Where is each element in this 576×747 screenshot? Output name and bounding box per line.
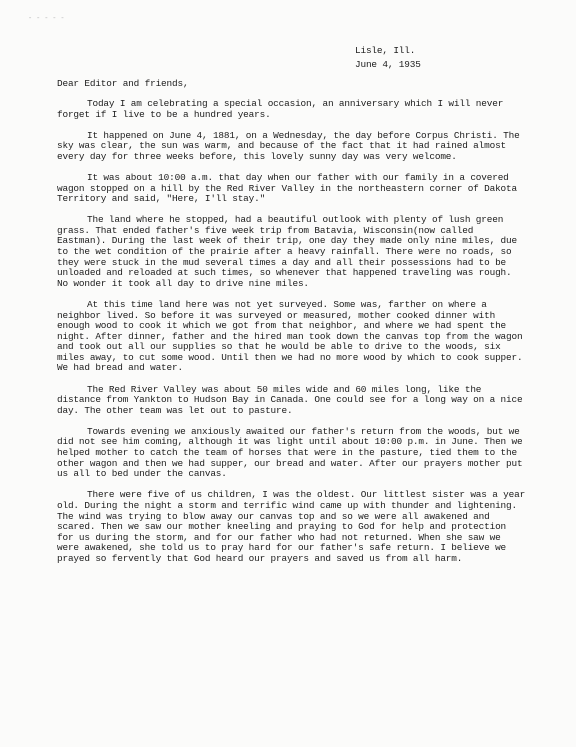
paragraph-evening: Towards evening we anxiously awaited our father's return from the woods, but we did not see him coming, although it was light until about 10:00 p.m. in June. Then we helped mother to catch the team of horses that were in the pasture, tied them to the other wagon and then we had supper, our bread and water. After our prayers mother put us all to bed under the canvas. — [57, 425, 523, 480]
letter-body — [57, 99, 527, 575]
paragraph-valley: The Red River Valley was about 50 miles wide and 60 miles long, like the distance from Yankton to Hudson Bay in Canada. One could see for a long way on a nice day. The other team was let out to pasture. — [57, 383, 523, 416]
place-date-block — [355, 44, 421, 72]
letter-date: June 4, 1935 — [355, 59, 421, 70]
corner-mark: - - - - - — [28, 15, 65, 23]
letter-place: Lisle, Ill. — [355, 45, 416, 56]
paragraph-arrival: It was about 10:00 a.m. that day when our father with our family in a covered wagon stopped on a hill by the Red River Valley in the northeastern corner of Dakota Territory and said, "Here, I'll stay." — [57, 171, 517, 205]
paragraph-land: The land where he stopped, had a beautiful outlook with plenty of lush green grass. That ended father's five week trip from Batavia, Wisconsin(now called Eastman). During the last week of their trip, one day they made only nine miles, due to the wet condition of the prairie after a heavy rainfall. There were no roads, so they were stuck in the mud several times a day and all their possessions had to be unloaded and reloaded at such times, so whenever that happened traveling was rough. No wonder it took all day to drive nine miles. — [57, 214, 517, 289]
paragraph-anniversary: Today I am celebrating a special occasion, an anniversary which I will never forget if I live to be a hundred years. — [57, 98, 504, 120]
paragraph-june-date: It happened on June 4, 1881, on a Wednesday, the day before Corpus Christi. The sky was clear, the sun was warm, and because of the fact that it had rained almost every day for three weeks before, this lovely sunny day was very welcome. — [57, 129, 520, 162]
paragraph-survey: At this time land here was not yet surveyed. Some was, farther on where a neighbor lived. So before it was surveyed or measured, mother cooked dinner with enough wood to cook it which we got from that neighbor, and where we had spent the night. After dinner, father and the hired man took down the canvas top from the wagon and took out all our supplies so that he would be able to drive to the woods, six miles away, to cut some wood. Until then we had no more wood by which to cook supper. We had bread and water. — [57, 298, 523, 374]
letter-salutation: Dear Editor and friends, — [57, 78, 189, 89]
paragraph-storm: There were five of us children, I was the oldest. Our littlest sister was a year old. During the night a storm and terrific wind came up with thunder and lightening. The wind was trying to blow away our canvas top and so we were all awakened and scared. Then we saw our mother kneeling and praying to God for help and protection for us during the storm, and for our father who had not returned. When she saw we were awakened, she told us to pray hard for our father's safe return. I believe we prayed so fervently that God heard our prayers and saved us from all harm. — [57, 489, 526, 564]
